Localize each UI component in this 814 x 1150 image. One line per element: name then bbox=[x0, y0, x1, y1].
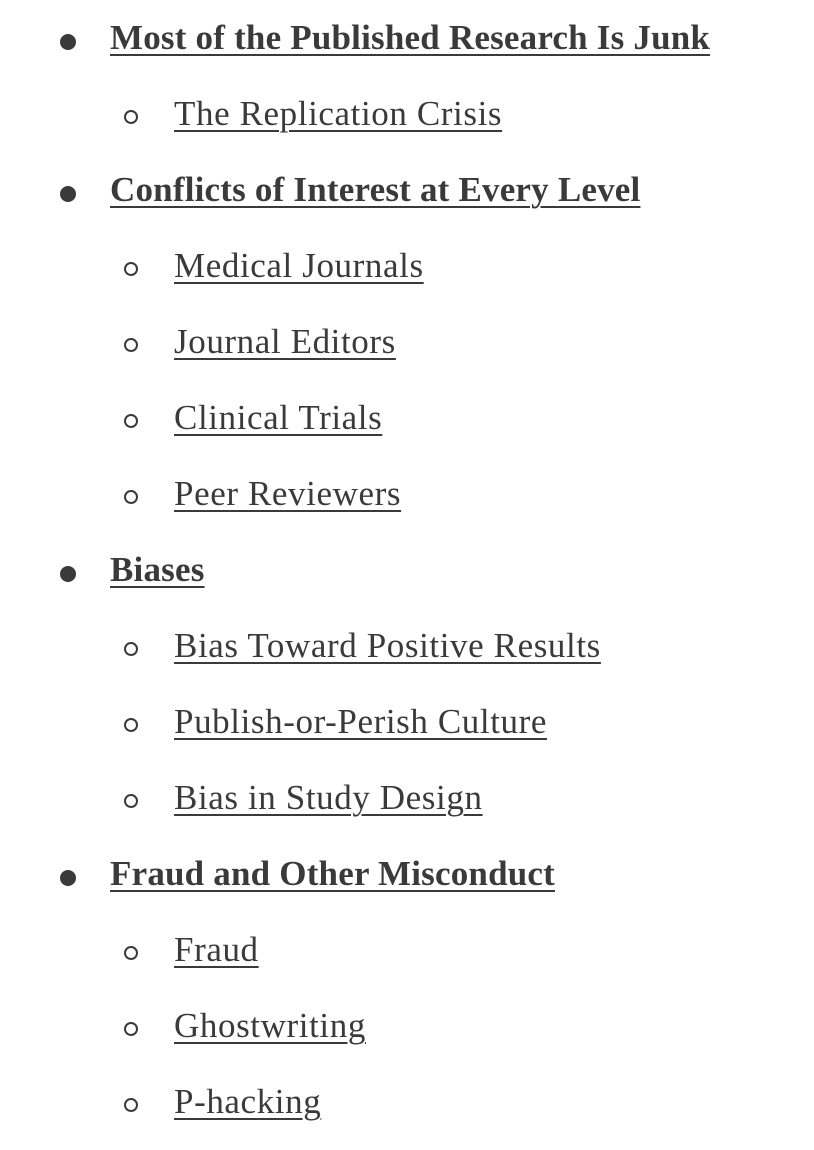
hollow-bullet-icon bbox=[124, 110, 138, 124]
toc-link-study-design[interactable]: Bias in Study Design bbox=[174, 778, 483, 817]
hollow-bullet-icon bbox=[124, 490, 138, 504]
hollow-bullet-icon bbox=[124, 1022, 138, 1036]
toc-link-conflicts-of-interest[interactable]: Conflicts of Interest at Every Level bbox=[110, 170, 641, 209]
toc-link-clinical-trials[interactable]: Clinical Trials bbox=[174, 398, 383, 437]
hollow-bullet-icon bbox=[124, 642, 138, 656]
filled-bullet-icon bbox=[60, 34, 76, 50]
toc-link-replication-crisis[interactable]: The Replication Crisis bbox=[174, 94, 503, 133]
toc-link-publish-or-perish[interactable]: Publish-or-Perish Culture bbox=[174, 702, 548, 741]
hollow-bullet-icon bbox=[124, 414, 138, 428]
filled-bullet-icon bbox=[60, 186, 76, 202]
toc-link-research-junk[interactable]: Most of the Published Research Is Junk bbox=[110, 18, 711, 57]
hollow-bullet-icon bbox=[124, 1098, 138, 1112]
toc-link-biases[interactable]: Biases bbox=[110, 550, 205, 589]
toc-link-fraud[interactable]: Fraud bbox=[174, 930, 259, 969]
hollow-bullet-icon bbox=[124, 794, 138, 808]
hollow-bullet-icon bbox=[124, 946, 138, 960]
hollow-bullet-icon bbox=[124, 718, 138, 732]
hollow-bullet-icon bbox=[124, 338, 138, 352]
hollow-bullet-icon bbox=[124, 262, 138, 276]
filled-bullet-icon bbox=[60, 566, 76, 582]
toc-link-p-hacking[interactable]: P-hacking bbox=[174, 1082, 322, 1121]
toc-link-journal-editors[interactable]: Journal Editors bbox=[174, 322, 396, 361]
filled-bullet-icon bbox=[60, 870, 76, 886]
toc-link-ghostwriting[interactable]: Ghostwriting bbox=[174, 1006, 366, 1045]
toc-link-fraud-misconduct[interactable]: Fraud and Other Misconduct bbox=[110, 854, 556, 893]
toc-link-peer-reviewers[interactable]: Peer Reviewers bbox=[174, 474, 402, 513]
toc-link-medical-journals[interactable]: Medical Journals bbox=[174, 246, 424, 285]
toc-link-positive-results[interactable]: Bias Toward Positive Results bbox=[174, 626, 601, 665]
